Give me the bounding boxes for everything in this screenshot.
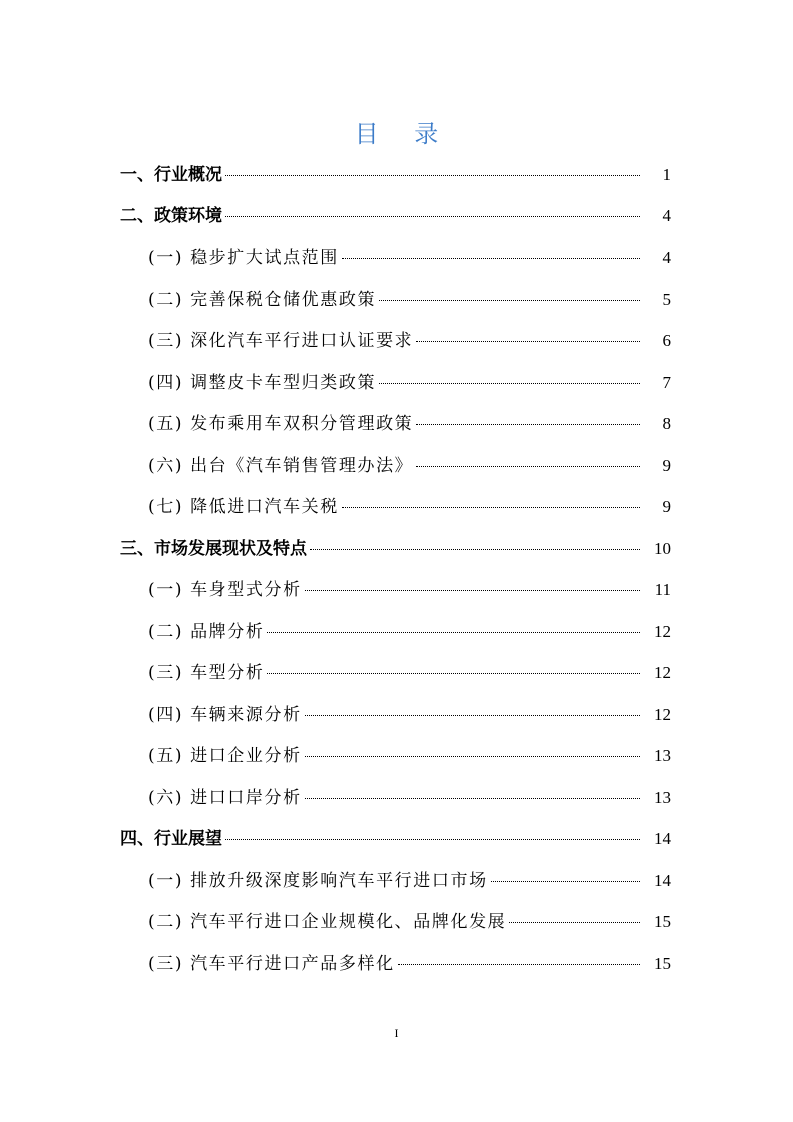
- toc-entry-label: 二、政策环境: [120, 206, 222, 226]
- dot-leader: [379, 300, 640, 301]
- toc-entry-page: 14: [654, 871, 671, 890]
- toc-entry-page: 9: [662, 456, 671, 475]
- dot-leader: [310, 549, 640, 550]
- dot-leader: [225, 839, 640, 840]
- toc-entry-page: 4: [662, 248, 671, 267]
- toc-entry-label: (三) 车型分析: [148, 663, 265, 683]
- footer-page-number: I: [394, 1026, 399, 1040]
- dot-leader: [225, 175, 640, 176]
- toc-entry-2-1[interactable]: [0, 243, 793, 273]
- toc-entry-page: 1: [662, 165, 671, 184]
- toc-entry-label: (六) 出台《汽车销售管理办法》: [148, 456, 414, 476]
- toc-entry-4[interactable]: [0, 824, 793, 854]
- toc-entry-page: 14: [654, 829, 671, 848]
- dot-leader: [305, 590, 640, 591]
- toc-entry-label: (五) 发布乘用车双积分管理政策: [148, 414, 414, 434]
- toc-entry-2-3[interactable]: [0, 326, 793, 356]
- toc-entry-2-2[interactable]: [0, 285, 793, 315]
- toc-entry-page: 13: [654, 788, 671, 807]
- toc-entry-label: (一) 车身型式分析: [148, 580, 302, 600]
- toc-entry-page: 15: [654, 912, 671, 931]
- toc-entry-label: (五) 进口企业分析: [148, 746, 302, 766]
- toc-entry-page: 7: [662, 373, 671, 392]
- toc-entry-page: 13: [654, 746, 671, 765]
- dot-leader: [267, 673, 640, 674]
- dot-leader: [305, 798, 640, 799]
- toc-entry-page: 4: [662, 206, 671, 225]
- toc-entry-label: (二) 品牌分析: [148, 622, 265, 642]
- toc-entry-label: (二) 完善保税仓储优惠政策: [148, 290, 377, 310]
- dot-leader: [267, 632, 640, 633]
- toc-entry-3-6[interactable]: [0, 783, 793, 813]
- toc-entry-label: (七) 降低进口汽车关税: [148, 497, 339, 517]
- toc-entry-label: 四、行业展望: [120, 829, 222, 849]
- toc-entry-page: 8: [662, 414, 671, 433]
- toc-entry-4-1[interactable]: [0, 866, 793, 896]
- toc-entry-label: (一) 稳步扩大试点范围: [148, 248, 339, 268]
- toc-entry-2[interactable]: [0, 201, 793, 231]
- dot-leader: [342, 507, 640, 508]
- toc-entry-label: (一) 排放升级深度影响汽车平行进口市场: [148, 871, 488, 891]
- dot-leader: [491, 881, 640, 882]
- toc-entry-page: 12: [654, 705, 671, 724]
- toc-entry-2-4[interactable]: [0, 368, 793, 398]
- toc-entry-2-5[interactable]: [0, 409, 793, 439]
- toc-entry-3-5[interactable]: [0, 741, 793, 771]
- dot-leader: [509, 922, 640, 923]
- toc-entry-page: 12: [654, 663, 671, 682]
- toc-entry-page: 10: [654, 539, 671, 558]
- toc-entry-1[interactable]: [0, 160, 793, 190]
- dot-leader: [416, 341, 640, 342]
- toc-entry-2-7[interactable]: [0, 492, 793, 522]
- toc-entry-label: (三) 深化汽车平行进口认证要求: [148, 331, 414, 351]
- dot-leader: [225, 216, 640, 217]
- toc-entry-page: 15: [654, 954, 671, 973]
- toc-entry-2-6[interactable]: [0, 451, 793, 481]
- dot-leader: [416, 424, 640, 425]
- toc-entry-page: 6: [662, 331, 671, 350]
- dot-leader: [398, 964, 640, 965]
- toc-entry-4-3[interactable]: [0, 949, 793, 979]
- toc-entry-label: 三、市场发展现状及特点: [120, 539, 307, 559]
- toc-entry-3-1[interactable]: [0, 575, 793, 605]
- toc-entry-page: 5: [662, 290, 671, 309]
- toc-entry-label: 一、行业概况: [120, 165, 222, 185]
- toc-entry-label: (六) 进口口岸分析: [148, 788, 302, 808]
- toc-entry-3-3[interactable]: [0, 658, 793, 688]
- dot-leader: [305, 756, 640, 757]
- toc-entry-3[interactable]: [0, 534, 793, 564]
- toc-entry-4-2[interactable]: [0, 907, 793, 937]
- dot-leader: [342, 258, 640, 259]
- dot-leader: [416, 466, 640, 467]
- toc-entry-label: (三) 汽车平行进口产品多样化: [148, 954, 395, 974]
- toc-entry-page: 12: [654, 622, 671, 641]
- toc-entry-label: (四) 调整皮卡车型归类政策: [148, 373, 377, 393]
- toc-title: 目 录: [354, 120, 453, 148]
- toc-entry-label: (四) 车辆来源分析: [148, 705, 302, 725]
- toc-entry-label: (二) 汽车平行进口企业规模化、品牌化发展: [148, 912, 507, 932]
- toc-entry-page: 11: [654, 580, 671, 599]
- toc-entry-3-4[interactable]: [0, 700, 793, 730]
- dot-leader: [379, 383, 640, 384]
- toc-entry-page: 9: [662, 497, 671, 516]
- dot-leader: [305, 715, 640, 716]
- toc-entry-3-2[interactable]: [0, 617, 793, 647]
